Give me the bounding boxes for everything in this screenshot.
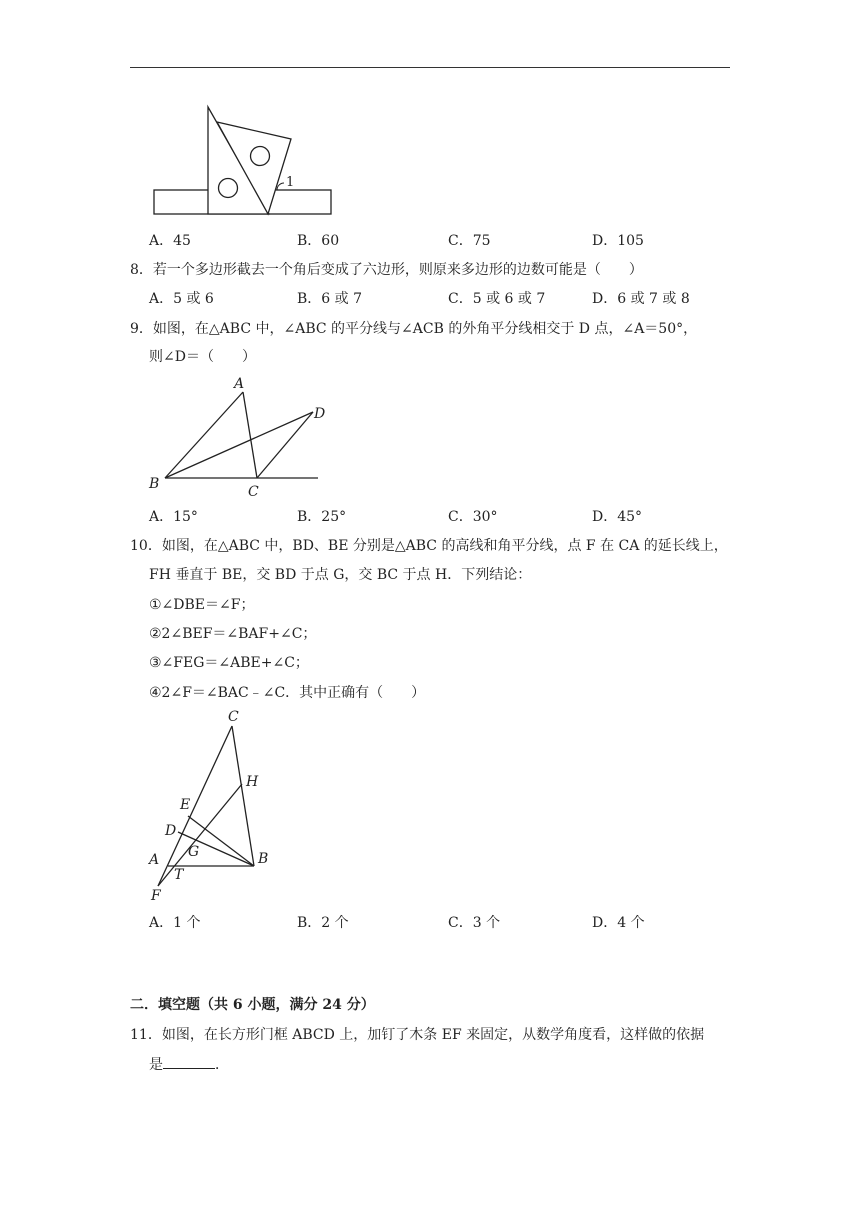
q10-conclusion-3: ③∠FEG＝∠ABE+∠C； (149, 655, 309, 671)
q7-angle-label: 1 (286, 175, 295, 190)
q9-line-cd (257, 412, 313, 478)
q9-label-c: C (248, 484, 259, 500)
q10-label-a: A (149, 852, 160, 868)
q9-stem-line1: 9．如图，在△ABC 中，∠ABC 的平分线与∠ACB 的外角平分线相交于 D 点，∠A＝50°， (130, 321, 698, 337)
q8-stem: 8．若一个多边形截去一个角后变成了六边形，则原来多边形的边数可能是（ ） (130, 262, 643, 278)
q10-stem-line2: FH 垂直于 BE，交 BD 于点 G，交 BC 于点 H．下列结论： (149, 567, 532, 583)
q11-stem-line1: 11．如图，在长方形门框 ABCD 上，加钉了木条 EF 来固定，从数学角度看，这样做的依据 (130, 1027, 705, 1043)
q11-prefix: 是 (149, 1057, 163, 1073)
q7-option-b: B．60 (297, 233, 340, 249)
q10-option-c: C．3 个 (448, 915, 501, 931)
q11-stem-line2 (149, 1054, 229, 1075)
q7-option-a: A．45 (149, 233, 191, 249)
q10-label-d: D (165, 823, 177, 839)
q8-option-a: A．5 或 6 (149, 291, 214, 307)
q10-conclusion-4: ④2∠F＝∠BAC﹣∠C．其中正确有（ ） (149, 685, 426, 701)
q9-label-a: A (234, 376, 245, 392)
q9-side-ac (243, 392, 257, 478)
q10-figure (140, 706, 280, 906)
q9-stem-line2: 则∠D＝（ ） (149, 349, 256, 365)
q10-label-f: F (151, 888, 161, 904)
q9-label-d: D (314, 406, 326, 422)
q7-angle-arc (277, 183, 284, 190)
q9-option-b: B．25° (297, 509, 347, 525)
q10-label-h: H (246, 774, 259, 790)
q8-option-d: D．6 或 7 或 8 (592, 291, 690, 307)
q7-option-d: D．105 (592, 233, 644, 249)
q9-side-ba (165, 392, 243, 478)
q10-conclusion-2: ②2∠BEF＝∠BAF+∠C； (149, 626, 317, 642)
q10-label-e: E (180, 797, 191, 813)
q9-label-b: B (149, 476, 160, 492)
q10-option-b: B．2 个 (297, 915, 349, 931)
q8-option-c: C．5 或 6 或 7 (448, 291, 546, 307)
q8-option-b: B．6 或 7 (297, 291, 363, 307)
section2-heading: 二．填空题（共 6 小题，满分 24 分） (130, 997, 375, 1013)
q10-line-cf (158, 726, 232, 886)
q9-option-a: A．15° (149, 509, 198, 525)
q9-option-c: C．30° (448, 509, 498, 525)
q10-side-cb (232, 726, 254, 866)
q7-figure (150, 104, 336, 218)
q9-figure (145, 372, 340, 500)
q10-conclusion-1: ①∠DBE＝∠F； (149, 597, 255, 613)
q10-option-a: A．1 个 (149, 915, 201, 931)
q11-answer-blank (163, 1054, 215, 1069)
q10-label-b: B (258, 851, 269, 867)
q10-label-c: C (228, 709, 239, 725)
q11-suffix: ． (215, 1057, 229, 1073)
q10-option-d: D．4 个 (592, 915, 645, 931)
q10-stem-line1: 10．如图，在△ABC 中，BD、BE 分别是△ABC 的高线和角平分线，点 F 在 CA 的延长线上， (130, 538, 728, 554)
header-rule (130, 67, 730, 68)
q10-label-g: G (188, 844, 200, 860)
q7-option-c: C．75 (448, 233, 491, 249)
q9-option-d: D．45° (592, 509, 643, 525)
q10-label-t: T (174, 867, 184, 883)
q9-line-bd (165, 412, 313, 478)
